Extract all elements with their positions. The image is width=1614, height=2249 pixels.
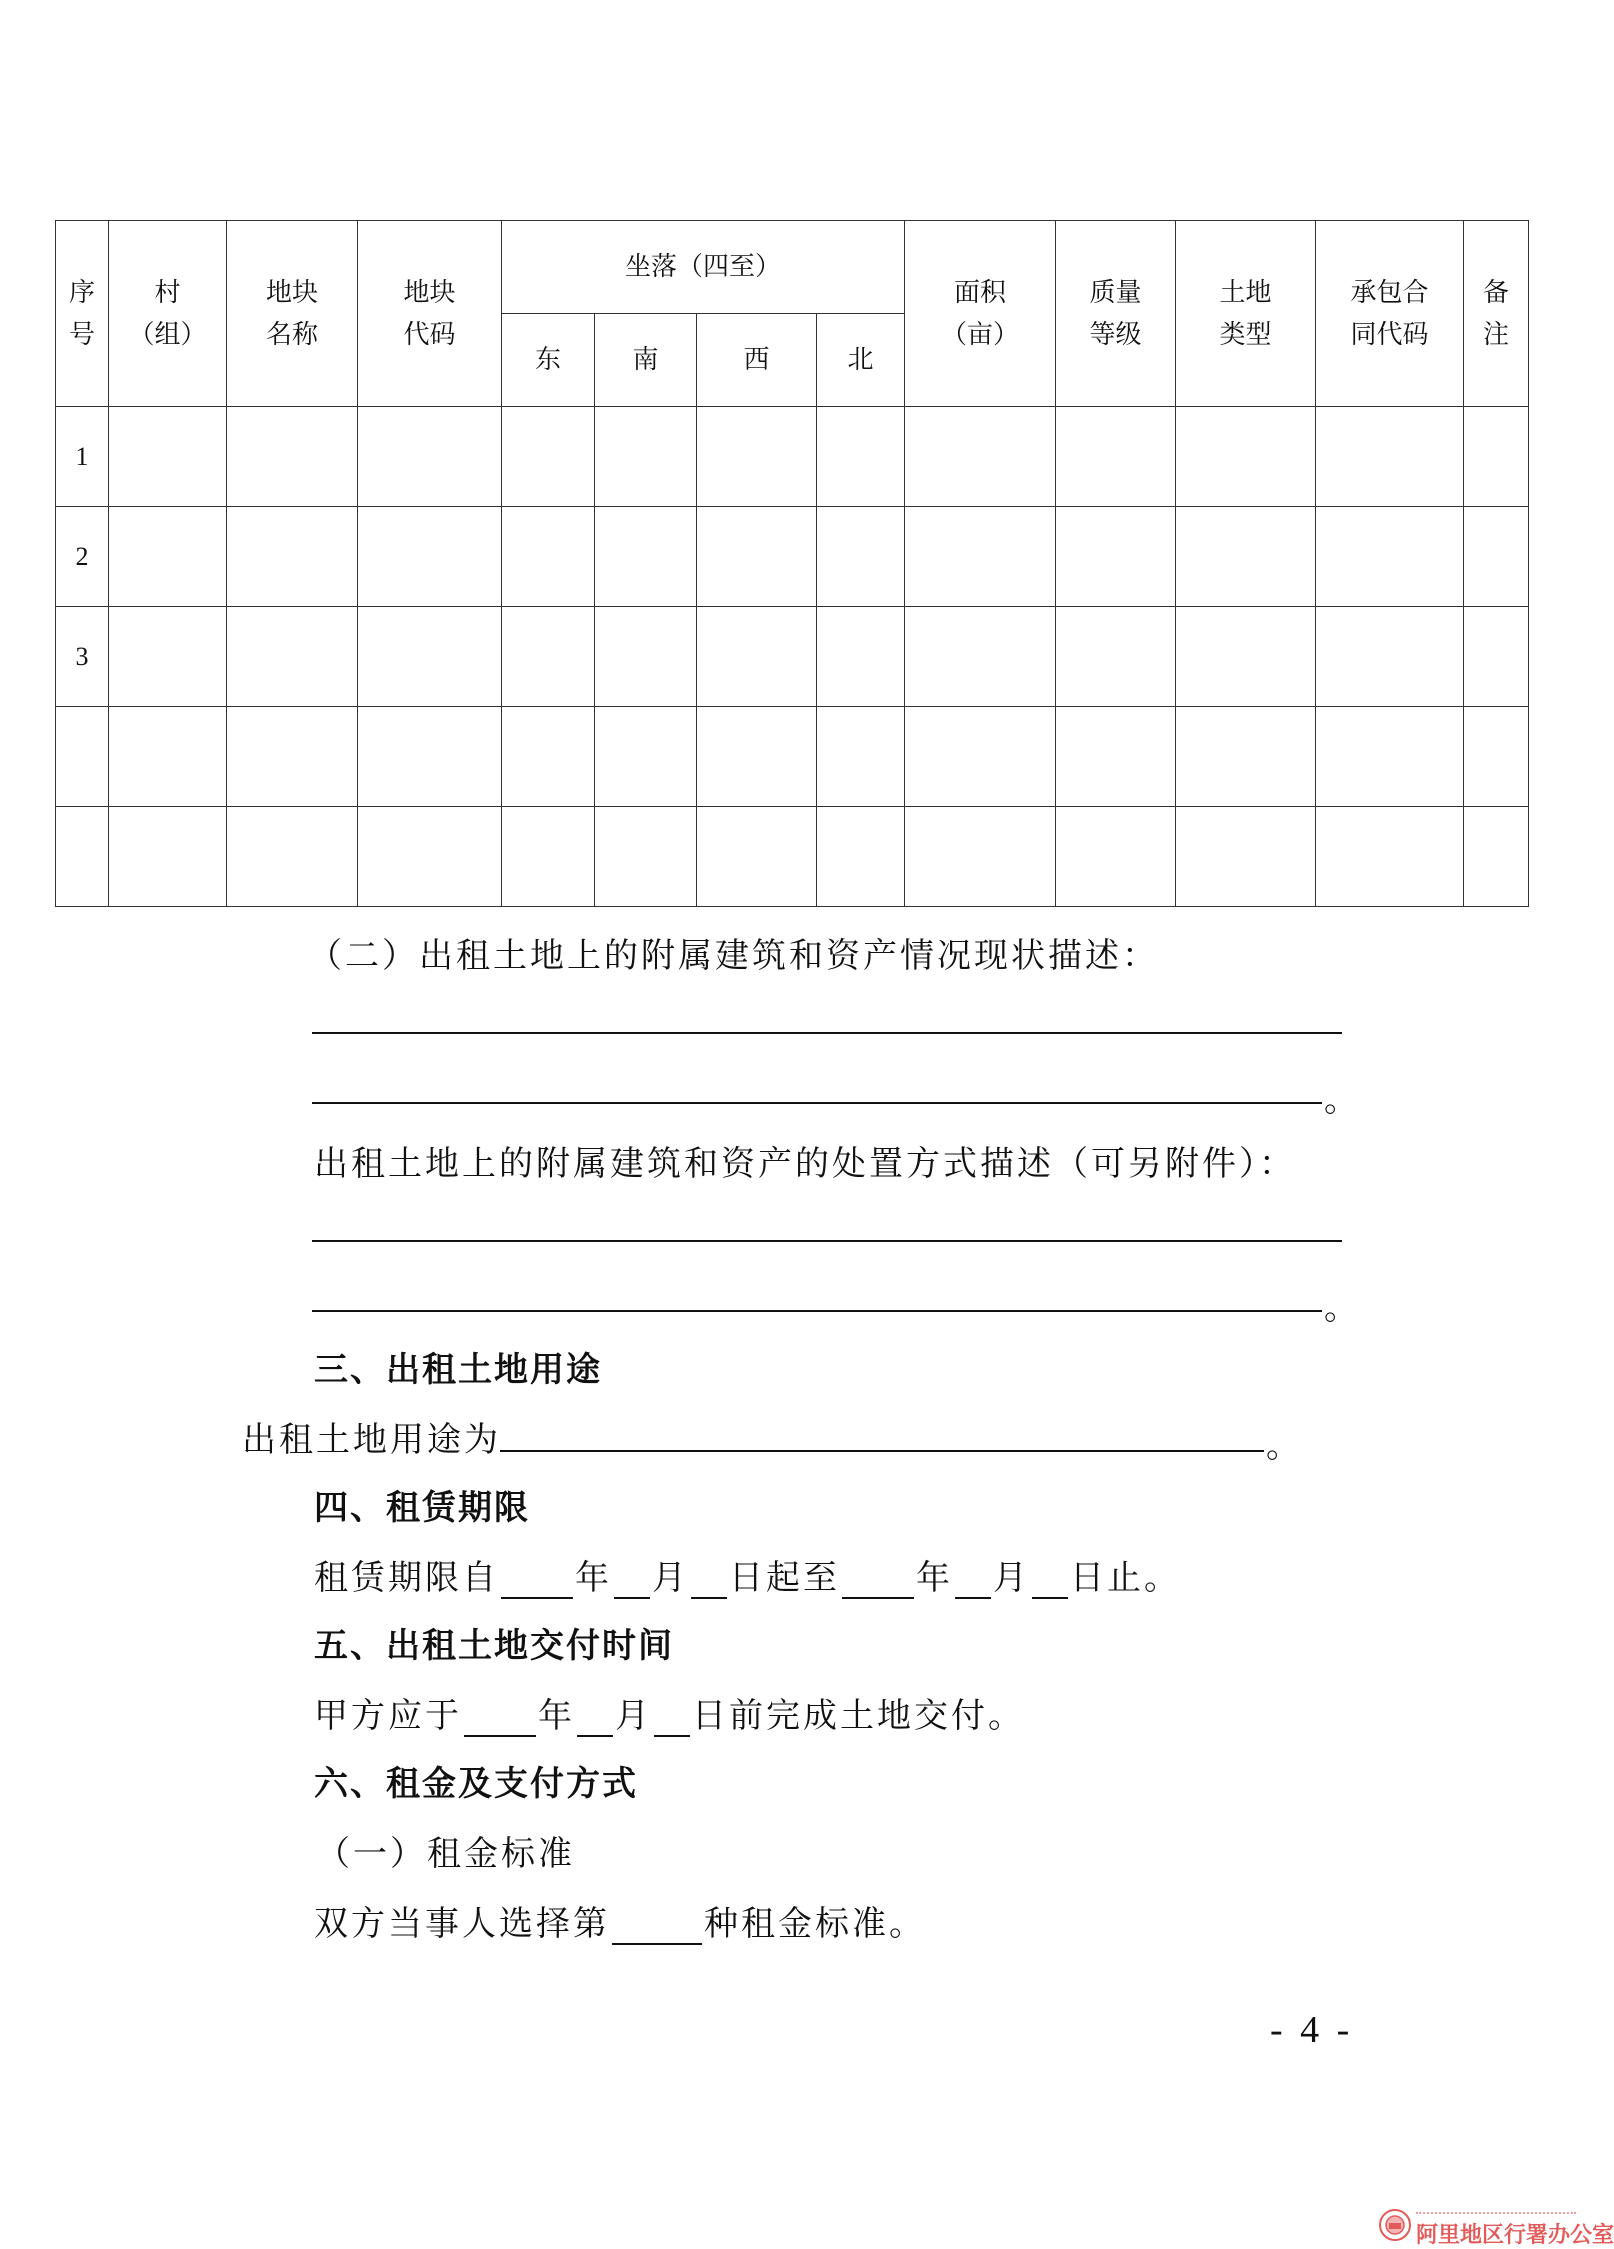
header-remark: 备 注 [1464, 221, 1529, 407]
table-cell[interactable] [1464, 507, 1529, 607]
header-location: 坐落（四至） [502, 221, 905, 314]
table-cell[interactable] [817, 607, 905, 707]
header-contract-code: 承包合 同代码 [1316, 221, 1464, 407]
table-cell[interactable] [1316, 607, 1464, 707]
table-cell[interactable] [109, 607, 227, 707]
table-cell[interactable] [595, 407, 697, 507]
lease-term-line [314, 1550, 1181, 1599]
period-1: 。 [1324, 1080, 1358, 1120]
lease-month-label-2: 月 [993, 1558, 1030, 1598]
table-cell[interactable] [109, 507, 227, 607]
table-cell[interactable] [697, 807, 817, 907]
table-cell[interactable] [1464, 707, 1529, 807]
table-cell[interactable] [227, 707, 358, 807]
header-land-type: 土地 类型 [1176, 221, 1316, 407]
lease-end-month-blank[interactable] [955, 1563, 991, 1599]
table-cell[interactable] [358, 807, 502, 907]
table-cell[interactable] [905, 507, 1056, 607]
delivery-year-blank[interactable] [464, 1701, 536, 1737]
table-cell[interactable] [697, 407, 817, 507]
table-cell[interactable] [1176, 507, 1316, 607]
fill-line-3[interactable] [312, 1240, 1342, 1242]
fill-line-2[interactable] [312, 1102, 1322, 1104]
table-cell[interactable] [905, 607, 1056, 707]
table-cell[interactable] [1056, 507, 1176, 607]
table-cell[interactable] [227, 407, 358, 507]
lease-start-year-blank[interactable] [501, 1563, 573, 1599]
delivery-suffix: 日前完成土地交付。 [692, 1696, 1025, 1736]
delivery-line [314, 1688, 1025, 1737]
header-quality: 质量 等级 [1056, 221, 1176, 407]
heading-6: 六、租金及支付方式 [314, 1764, 638, 1804]
table-cell[interactable] [1056, 407, 1176, 507]
heading-5: 五、出租土地交付时间 [314, 1626, 674, 1666]
table-cell[interactable] [1464, 407, 1529, 507]
table-body [56, 407, 1529, 907]
table-cell[interactable] [1464, 607, 1529, 707]
row-number-cell [56, 707, 109, 807]
table-cell[interactable] [817, 407, 905, 507]
table-cell[interactable] [227, 507, 358, 607]
lease-prefix: 租赁期限自 [314, 1558, 499, 1598]
table-row [56, 707, 1529, 807]
table-cell[interactable] [358, 407, 502, 507]
table-cell[interactable] [1056, 707, 1176, 807]
table-cell[interactable] [595, 707, 697, 807]
table-cell[interactable] [502, 607, 595, 707]
table-cell[interactable] [1316, 707, 1464, 807]
table-cell[interactable] [595, 507, 697, 607]
fill-line-4[interactable] [312, 1310, 1322, 1312]
table-cell[interactable] [502, 507, 595, 607]
header-area: 面积 （亩） [905, 221, 1056, 407]
lease-month-label: 月 [652, 1558, 689, 1598]
table-cell[interactable] [358, 607, 502, 707]
page-number: - 4 - [1270, 2009, 1354, 2051]
table-cell[interactable] [697, 507, 817, 607]
table-cell[interactable] [1176, 707, 1316, 807]
usage-fill-line[interactable] [500, 1450, 1264, 1452]
table-cell[interactable] [817, 707, 905, 807]
delivery-prefix: 甲方应于 [314, 1696, 462, 1736]
emblem-icon [1378, 2208, 1412, 2242]
table-cell[interactable] [1316, 807, 1464, 907]
table-cell[interactable] [1056, 807, 1176, 907]
watermark-tibetan-script [1416, 2202, 1576, 2214]
table-cell[interactable] [1464, 807, 1529, 907]
table-row [56, 407, 1529, 507]
table-cell[interactable] [1176, 807, 1316, 907]
table-cell[interactable] [1316, 507, 1464, 607]
lease-start-day-blank[interactable] [691, 1563, 727, 1599]
lease-start-month-blank[interactable] [614, 1563, 650, 1599]
header-north: 北 [817, 314, 905, 407]
header-south: 南 [595, 314, 697, 407]
disposal-description-label: 出租土地上的附属建筑和资产的处置方式描述（可另附件）： [314, 1144, 1296, 1184]
table-cell[interactable] [905, 707, 1056, 807]
row-number-cell: 3 [56, 607, 109, 707]
watermark-text: 阿里地区行署办公室 [1416, 2223, 1614, 2248]
header-village: 村 （组） [109, 221, 227, 407]
table-cell[interactable] [595, 807, 697, 907]
table-cell[interactable] [109, 407, 227, 507]
row-number-cell: 2 [56, 507, 109, 607]
heading-3: 三、出租土地用途 [314, 1350, 602, 1390]
rent-choice-suffix: 种租金标准。 [704, 1904, 926, 1944]
table-cell[interactable] [595, 607, 697, 707]
rent-choice-prefix: 双方当事人选择第 [314, 1904, 610, 1944]
table-cell[interactable] [109, 807, 227, 907]
period-3: 。 [1266, 1426, 1300, 1466]
fill-line-1[interactable] [312, 1032, 1342, 1034]
delivery-year-label: 年 [538, 1696, 575, 1736]
usage-label: 出租土地用途为 [242, 1420, 501, 1460]
rent-choice-line [314, 1896, 926, 1945]
table-cell[interactable] [817, 807, 905, 907]
table-cell[interactable] [502, 807, 595, 907]
table-cell[interactable] [1056, 607, 1176, 707]
table-cell[interactable] [1316, 407, 1464, 507]
lease-from-label: 日起至 [729, 1558, 840, 1598]
delivery-day-blank[interactable] [654, 1701, 690, 1737]
delivery-month-blank[interactable] [577, 1701, 613, 1737]
header-east: 东 [502, 314, 595, 407]
table-cell[interactable] [227, 607, 358, 707]
section-2-subtitle: （二）出租土地上的附属建筑和资产情况现状描述： [308, 936, 1159, 976]
lease-year-label-2: 年 [916, 1558, 953, 1598]
rent-choice-blank[interactable] [612, 1909, 702, 1945]
table-cell[interactable] [227, 807, 358, 907]
table-cell[interactable] [1176, 407, 1316, 507]
table-cell[interactable] [502, 707, 595, 807]
lease-end-year-blank[interactable] [842, 1563, 914, 1599]
lease-to-label: 日止。 [1070, 1558, 1181, 1598]
rent-standard-subtitle: （一）租金标准 [316, 1834, 575, 1874]
header-west: 西 [697, 314, 817, 407]
period-2: 。 [1324, 1288, 1358, 1328]
header-seq: 序 号 [56, 221, 109, 407]
table-cell[interactable] [905, 407, 1056, 507]
table-cell[interactable] [697, 607, 817, 707]
table-cell[interactable] [502, 407, 595, 507]
table-cell[interactable] [905, 807, 1056, 907]
table-cell[interactable] [817, 507, 905, 607]
table-cell[interactable] [1176, 607, 1316, 707]
table-row [56, 507, 1529, 607]
lease-end-day-blank[interactable] [1032, 1563, 1068, 1599]
row-number-cell [56, 807, 109, 907]
row-number-cell: 1 [56, 407, 109, 507]
table-row [56, 607, 1529, 707]
table-cell[interactable] [358, 707, 502, 807]
header-plot-name: 地块 名称 [227, 221, 358, 407]
lease-year-label: 年 [575, 1558, 612, 1598]
table-cell[interactable] [109, 707, 227, 807]
table-row [56, 807, 1529, 907]
watermark [1378, 2200, 1614, 2248]
heading-4: 四、租赁期限 [314, 1488, 530, 1528]
table-cell[interactable] [697, 707, 817, 807]
delivery-month-label: 月 [615, 1696, 652, 1736]
land-parcel-table [55, 220, 1529, 907]
table-cell[interactable] [358, 507, 502, 607]
header-plot-code: 地块 代码 [358, 221, 502, 407]
